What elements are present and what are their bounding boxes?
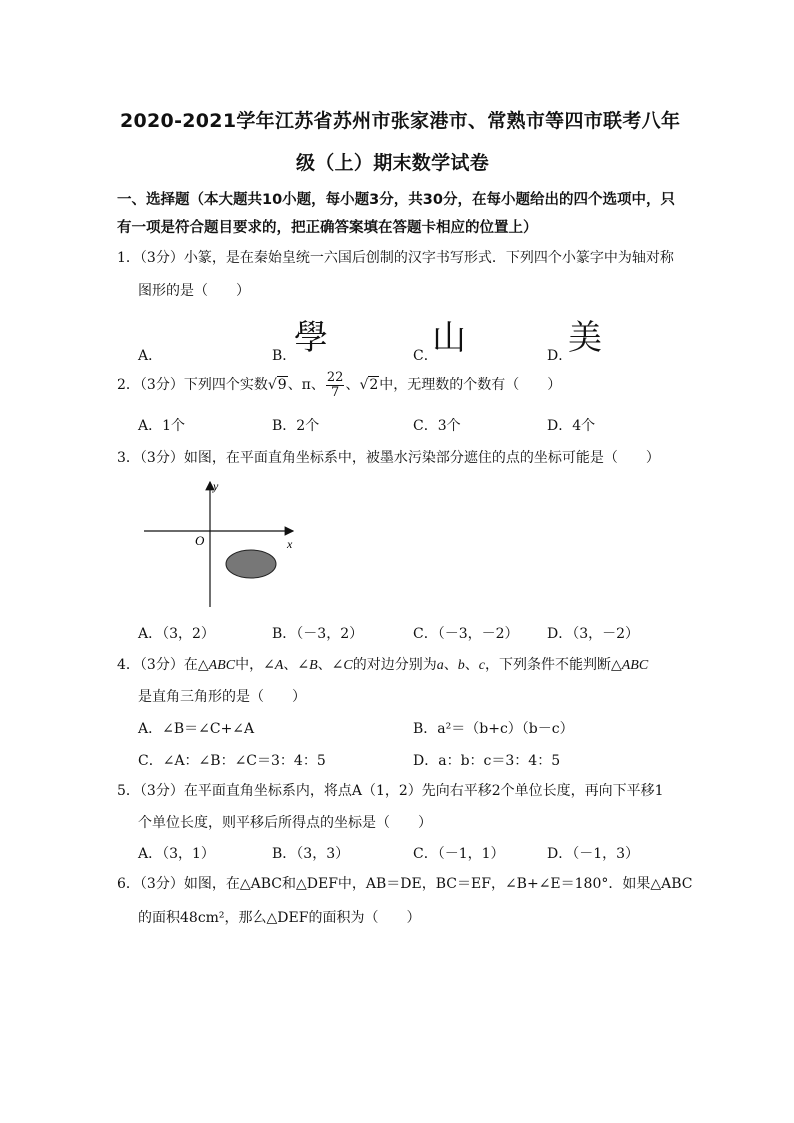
axis-y-label: y <box>213 479 219 493</box>
q2-option-a: A．1个 <box>138 418 186 434</box>
q1-score: （3分） <box>139 250 184 266</box>
q4-side-b: b <box>457 658 465 673</box>
seal-glyph-c: 山 <box>432 318 466 358</box>
title-line-1: 2020-2021学年江苏省苏州市张家港市、常熟市等四市联考八年 <box>120 110 681 132</box>
q1-text-2: 图形的是（ ） <box>138 283 250 299</box>
q5-option-a: A．（3，1） <box>138 846 215 862</box>
q3-number: 3． <box>117 450 140 466</box>
q4-text-1a: 在△ <box>183 657 209 673</box>
fraction-22-7: $\frac{22}{7}$ <box>326 369 344 400</box>
q3-option-b: B．（－3，2） <box>272 626 364 642</box>
q4-text-1c: 的对边分别为 <box>352 657 437 673</box>
q4-line-1 <box>117 654 648 674</box>
q5-text-2: 个单位长度，则平移后所得点的坐标是（ ） <box>138 815 432 831</box>
q5-number: 5． <box>117 783 140 799</box>
q6-line-1 <box>117 873 693 893</box>
q5-option-b: B．（3，3） <box>272 846 350 862</box>
q1-number: 1． <box>117 250 140 266</box>
q4-sep-a: 、∠ <box>283 657 310 673</box>
q2-option-c: C．3个 <box>413 418 461 434</box>
section-header-line-1: 一、选择题（本大题共10小题，每小题3分，共30分，在每小题给出的四个选项中，只 <box>117 192 675 208</box>
seal-glyph-d: 美 <box>568 318 602 358</box>
q1-option-c: C． <box>413 348 438 364</box>
q4-number: 4． <box>117 657 140 673</box>
q5-option-d: D．（－1，3） <box>547 846 640 862</box>
q3-option-d: D．（3，－2） <box>547 626 640 642</box>
q1-text-1: 小篆，是在秦始皇统一六国后创制的汉字书写形式．下列四个小篆字中为轴对称 <box>183 250 674 266</box>
q4-option-b: B．a²＝（b+c）（b－c） <box>413 721 574 737</box>
q2-post: 中，无理数的个数有（ ） <box>379 377 562 393</box>
q4-text-1b: 中，∠ <box>235 657 275 673</box>
q1-line-1 <box>117 247 674 267</box>
q3-text: 如图，在平面直角坐标系中，被墨水污染部分遮住的点的坐标可能是（ ） <box>183 450 660 466</box>
q2-option-b: B．2个 <box>272 418 320 434</box>
q4-side-a: a <box>436 658 444 673</box>
q4-option-c: C．∠A：∠B：∠C＝3：4：5 <box>138 753 326 769</box>
q4-side-c: c <box>478 658 485 673</box>
section-header-line-2: 有一项是符合题目要求的，把正确答案填在答题卡相应的位置上） <box>117 220 538 236</box>
q4-score: （3分） <box>139 657 184 673</box>
q4-triangle-abc: ABC <box>208 658 236 673</box>
q4-triangle-abc-2: ABC <box>621 658 649 673</box>
q2-score: （3分） <box>139 377 184 393</box>
q3-option-c: C．（－3，－2） <box>413 626 519 642</box>
q1-option-d: D． <box>547 348 573 364</box>
q3-line <box>117 447 660 467</box>
q3-score: （3分） <box>139 450 184 466</box>
q4-angle-c: C <box>343 658 353 673</box>
q6-text-2: 的面积48cm²，那么△DEF的面积为（ ） <box>138 910 421 926</box>
q2-sep-1: 、π、 <box>287 377 325 393</box>
q6-score: （3分） <box>139 876 184 892</box>
q1-option-a: A． <box>138 348 163 364</box>
q2-sep-2: 、 <box>345 377 360 393</box>
q5-option-c: C．（－1，1） <box>413 846 505 862</box>
q6-number: 6． <box>117 876 140 892</box>
sqrt-2: √2 <box>359 377 379 393</box>
q2-number: 2． <box>117 377 140 393</box>
q2-pre: 下列四个实数 <box>183 377 268 393</box>
q4-angle-b: B <box>309 658 318 673</box>
q1-option-b: B． <box>272 348 297 364</box>
axis-x-label: x <box>287 537 293 551</box>
q4-text-1d: ，下列条件不能判断△ <box>484 657 622 673</box>
q4-sep-bc: 、 <box>464 657 479 673</box>
q5-text-1: 在平面直角坐标系内，将点A（1，2）先向右平移2个单位长度，再向下平移1 <box>183 783 664 799</box>
q2-line <box>117 370 561 400</box>
title-line-2: 级（上）期末数学试卷 <box>296 152 490 174</box>
origin-label: O <box>195 533 205 548</box>
ink-blot <box>226 550 276 578</box>
q4-angle-a: A <box>274 658 284 673</box>
q4-text-2: 是直角三角形的是（ ） <box>138 689 306 705</box>
seal-glyph-b: 學 <box>294 318 328 358</box>
q4-sep-b: 、∠ <box>317 657 344 673</box>
sqrt-9: √9 <box>267 377 287 393</box>
q4-option-a: A．∠B＝∠C+∠A <box>138 721 255 737</box>
q2-option-d: D．4个 <box>547 418 596 434</box>
q5-score: （3分） <box>139 783 184 799</box>
q6-text-1: 如图，在△ABC和△DEF中，AB＝DE，BC＝EF，∠B+∠E＝180°．如果△ABC <box>183 876 693 892</box>
q4-sep-ab: 、 <box>443 657 458 673</box>
q5-line-1 <box>117 780 664 800</box>
coordinate-diagram <box>130 470 310 615</box>
q3-option-a: A．（3，2） <box>138 626 215 642</box>
q4-option-d: D．a：b：c＝3：4：5 <box>413 753 561 769</box>
